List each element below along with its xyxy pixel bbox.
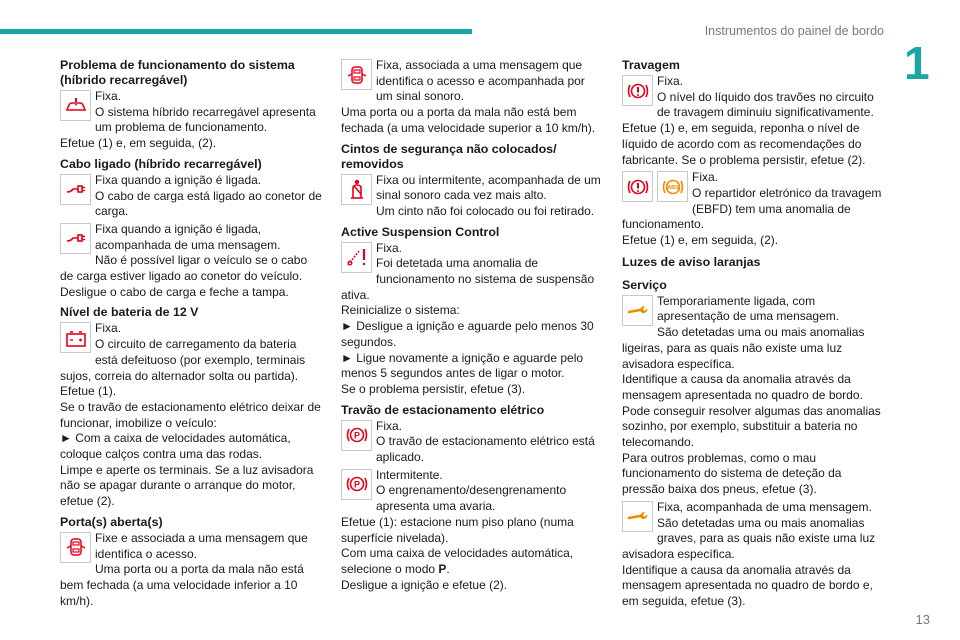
entry-text: Fixa, associada a uma mensagem que identifica o acesso e acompanhada por um sinal sonoro. — [376, 58, 585, 104]
entry-text: Um cinto não foi colocado ou foi retirado. — [376, 203, 595, 218]
brake-warning-icon — [622, 75, 653, 106]
suspension-warning-icon — [341, 242, 372, 273]
entry-text: O sistema híbrido recarregável apresenta um problema de funcionamento. — [95, 104, 316, 135]
svg-text:P: P — [353, 430, 360, 441]
section-title: Travagem — [622, 58, 680, 72]
section-braking — [622, 58, 884, 249]
section-title: Porta(s) aberta(s) — [60, 514, 163, 529]
entry-text: O circuito de carregamento da bateria está defeituoso (por exemplo, terminais sujos, correia do alternador solta ou partida). — [60, 337, 306, 383]
open-door-car-icon — [60, 532, 91, 563]
entry-text: Reinicialize o sistema: — [341, 303, 460, 318]
section-orange-warnings — [622, 255, 884, 270]
wrench-icon — [622, 295, 653, 326]
entry-text: Uma porta ou a porta da mala não está bem fechada (a uma velocidade inferior a 10 km/h). — [60, 562, 304, 608]
section-12v-battery — [60, 305, 322, 509]
section-title: Serviço — [622, 277, 667, 292]
abs-label: ABS — [666, 184, 679, 191]
entry-text-part: Com uma caixa de velocidades automática, selecione o modo — [341, 546, 574, 576]
entry-text: Fixa quando a ignição é ligada. — [95, 172, 262, 187]
entry-text: Temporariamente ligada, com apresentação de uma mensagem. — [657, 293, 840, 324]
section-title: Cabo ligado (híbrido recarregável) — [60, 156, 262, 171]
entry-text: Fixa. — [376, 240, 403, 255]
section-service — [622, 278, 884, 610]
entry-text: Para outros problemas, como o mau funcionamento do sistema de deteção da pressão baixa dos pneus, efetue (3). — [622, 450, 842, 497]
parking-brake-icon — [341, 420, 372, 451]
section-title: Problema de funcionamento do sistema (híbrido recarregável) — [60, 58, 295, 87]
entry-text — [341, 546, 603, 577]
warning-entry — [341, 173, 603, 220]
entry-text: Efetue (1): estacione num piso plano (numa superfície nivelada). — [341, 514, 574, 545]
entry-text: Efetue (1) e, em seguida, (2). — [60, 136, 217, 151]
entry-text: O cabo de carga está ligado ao conetor de carga. — [95, 188, 322, 219]
hybrid-car-warning-icon — [60, 90, 91, 121]
section-title: Luzes de aviso laranjas — [622, 254, 761, 269]
entry-text: Fixa. — [95, 321, 122, 336]
entry-text: Pode conseguir resolver algumas das anomalias sozinho, por exemplo, substituir a bateria no telecomando. — [622, 403, 881, 450]
header-accent-bar — [0, 29, 472, 34]
entry-text: ► Ligue novamente a ignição e aguarde pelo menos 5 segundos antes de ligar o motor. — [341, 350, 584, 381]
entry-text: Efetue (1) e, em seguida, (2). — [622, 233, 779, 248]
warning-entry — [341, 241, 603, 398]
entry-text: Efetue (1). — [60, 384, 117, 399]
entry-text: ► Com a caixa de velocidades automática, coloque calços contra uma das rodas. — [60, 431, 291, 462]
column-1 — [60, 58, 322, 614]
warning-entry — [341, 419, 603, 466]
entry-text: Fixa ou intermitente, acompanhada de um sinal sonoro cada vez mais alto. — [376, 172, 601, 203]
entry-text: O nível do líquido dos travões no circuito de travagem diminuiu significativamente. — [657, 89, 874, 120]
section-doors-open-cont — [341, 58, 603, 137]
entry-text-part: . — [446, 561, 450, 576]
warning-entry — [60, 173, 322, 220]
entry-text: Fixa. — [692, 170, 719, 185]
entry-text: Fixa quando a ignição é ligada, acompanhada de uma mensagem. — [95, 221, 281, 252]
running-header: Instrumentos do painel de bordo — [704, 24, 884, 38]
entry-text: Foi detetada uma anomalia de funcionamento no sistema de suspensão ativa. — [341, 256, 595, 302]
entry-text: Desligue o cabo de carga e feche a tampa. — [60, 284, 289, 299]
parking-brake-icon — [341, 469, 372, 500]
column-2 — [341, 58, 603, 598]
entry-text: ► Desligue a ignição e aguarde pelo menos 30 segundos. — [341, 319, 594, 349]
warning-entry — [341, 468, 603, 594]
warning-entry — [60, 321, 322, 509]
charging-plug-icon — [60, 174, 91, 205]
warning-entry — [60, 222, 322, 301]
section-cable-connected — [60, 157, 322, 301]
entry-text: Fixe e associada a uma mensagem que identifica o acesso. — [95, 530, 308, 561]
warning-entry — [622, 74, 884, 168]
section-title: Nível de bateria de 12 V — [60, 305, 199, 320]
section-title: Cintos de segurança não colocados/ removidos — [341, 141, 557, 171]
entry-text: Desligue a ignição e efetue (2). — [341, 577, 508, 592]
entry-text: Identifique a causa da anomalia através da mensagem apresentada no quadro de bordo e, em seguida, efetue (3). — [622, 562, 873, 609]
gear-mode-p: P — [438, 561, 447, 576]
warning-entry — [60, 89, 322, 152]
battery-icon — [60, 322, 91, 353]
chapter-number: 1 — [904, 37, 930, 89]
section-title: Travão de estacionamento elétrico — [341, 402, 545, 417]
brake-warning-icon — [622, 171, 653, 202]
entry-text: O travão de estacionamento elétrico está aplicado. — [376, 434, 595, 465]
entry-text: Fixa. — [95, 89, 122, 103]
warning-entry — [622, 500, 884, 610]
entry-text: O repartidor eletrónico da travagem (EBFD) tem uma anomalia de funcionamento. — [622, 185, 882, 232]
entry-text: Efetue (1) e, em seguida, reponha o nível de líquido de acordo com as recomendações do fabricante. Se o problema persistir, efetue (2). — [622, 121, 866, 167]
section-hybrid-malfunction — [60, 58, 322, 152]
entry-text: O engrenamento/desengrenamento apresenta uma avaria. — [376, 483, 567, 514]
entry-text: Não é possível ligar o veículo se o cabo de carga estiver ligado ao conetor do veículo. — [60, 253, 308, 284]
section-title: Active Suspension Control — [341, 224, 500, 239]
entry-text: Limpe e aperte os terminais. Se a luz avisadora não se apagar durante o arranque do motor, efetue (2). — [60, 462, 314, 509]
wrench-icon — [622, 501, 653, 532]
entry-text: Identifique a causa da anomalia através da mensagem apresentada no quadro de bordo. — [622, 372, 863, 402]
entry-text: Uma porta ou a porta da mala não está bem fechada (a uma velocidade superior a 10 km/h). — [341, 105, 596, 135]
warning-entry — [622, 170, 884, 249]
section-doors-open — [60, 515, 322, 610]
section-parking-brake — [341, 403, 603, 594]
entry-text: Se o problema persistir, efetue (3). — [341, 381, 526, 396]
page-number: 13 — [915, 612, 930, 627]
abs-warning-icon — [657, 171, 688, 202]
warning-entry — [622, 294, 884, 498]
warning-entry — [60, 531, 322, 610]
section-seatbelts — [341, 142, 603, 220]
svg-text:P: P — [353, 479, 360, 490]
column-3 — [622, 58, 884, 615]
open-door-car-icon — [341, 59, 372, 90]
entry-text: Fixa. — [376, 418, 403, 433]
entry-text: Fixa. — [657, 74, 684, 88]
seatbelt-icon — [341, 174, 372, 205]
entry-text: São detetadas uma ou mais anomalias graves, para as quais não existe uma luz avisadora específica. — [622, 515, 876, 561]
entry-text: Se o travão de estacionamento elétrico deixar de funcionar, imobilize o veículo: — [60, 399, 321, 430]
charging-plug-icon — [60, 223, 91, 254]
warning-entry — [341, 58, 603, 137]
section-active-suspension — [341, 225, 603, 398]
entry-text: Intermitente. — [376, 467, 443, 482]
entry-text: Fixa, acompanhada de uma mensagem. — [657, 499, 872, 514]
entry-text: São detetadas uma ou mais anomalias ligeiras, para as quais não existe uma luz avisadora específica. — [622, 325, 865, 371]
